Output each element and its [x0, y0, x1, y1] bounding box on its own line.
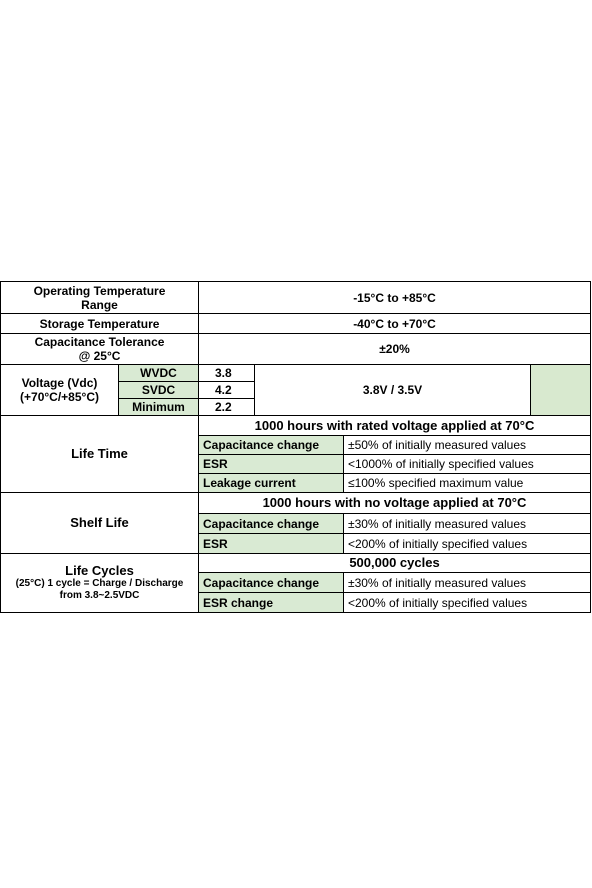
voltage-label [1, 365, 119, 416]
shelf-life-cap-value: ±30% of initially measured values [344, 514, 591, 534]
voltage-label-line2: (+70°C/+85°C) [20, 390, 99, 404]
life-time-label [1, 416, 199, 493]
operating-temperature-value: -15°C to +85°C [199, 282, 591, 314]
row-operating-temperature [1, 282, 591, 314]
voltage-combined-value: 3.8V / 3.5V [255, 365, 531, 416]
shelf-life-label-text: Shelf Life [70, 515, 129, 530]
life-time-cap-name: Capacitance change [199, 436, 344, 455]
capacitance-tolerance-label-line1: Capacitance Tolerance [34, 335, 165, 349]
operating-temperature-label-line2: Range [81, 297, 118, 312]
voltage-minimum-value: 2.2 [199, 399, 255, 416]
capacitance-tolerance-value: ±20% [199, 334, 591, 365]
shelf-life-cap-name: Capacitance change [199, 514, 344, 534]
voltage-green-cell [531, 365, 591, 416]
life-time-header: 1000 hours with rated voltage applied at 70°C [199, 416, 591, 436]
life-cycles-sub-line1: (25°C) 1 cycle = Charge / Discharge [15, 578, 184, 589]
row-life-cycles-header [1, 554, 591, 573]
storage-temperature-label: Storage Temperature [1, 314, 199, 334]
row-shelf-life-header [1, 493, 591, 514]
life-time-leakage-name: Leakage current [199, 474, 344, 493]
life-cycles-sub-line2: from 3.8~2.5VDC [59, 590, 140, 601]
spec-table [0, 281, 591, 613]
row-capacitance-tolerance [1, 334, 591, 365]
capacitance-tolerance-label-line2: @ 25°C [78, 349, 121, 363]
voltage-wvdc-name: WVDC [119, 365, 199, 382]
voltage-wvdc-value: 3.8 [199, 365, 255, 382]
shelf-life-label [1, 493, 199, 554]
life-time-label-text: Life Time [71, 446, 128, 461]
row-life-time-header [1, 416, 591, 436]
shelf-life-esr-value: <200% of initially specified values [344, 534, 591, 554]
life-cycles-header: 500,000 cycles [199, 554, 591, 573]
life-cycles-label-text: Life Cycles [65, 563, 134, 578]
voltage-minimum-name: Minimum [119, 399, 199, 416]
storage-temperature-value: -40°C to +70°C [199, 314, 591, 334]
voltage-label-line1: Voltage (Vdc) [21, 376, 98, 390]
operating-temperature-label-line1: Operating Temperature [33, 283, 166, 298]
voltage-svdc-value: 4.2 [199, 382, 255, 399]
capacitance-tolerance-label [1, 334, 199, 365]
row-storage-temperature [1, 314, 591, 334]
operating-temperature-label [1, 282, 199, 314]
life-time-leakage-value: ≤100% specified maximum value [344, 474, 591, 493]
life-time-cap-value: ±50% of initially measured values [344, 436, 591, 455]
life-cycles-esr-value: <200% of initially specified values [344, 593, 591, 613]
life-time-esr-name: ESR [199, 455, 344, 474]
life-cycles-cap-name: Capacitance change [199, 573, 344, 593]
life-cycles-label [1, 554, 199, 613]
life-cycles-cap-value: ±30% of initially measured values [344, 573, 591, 593]
shelf-life-header: 1000 hours with no voltage applied at 70°C [199, 493, 591, 514]
row-voltage-wvdc [1, 365, 591, 382]
life-cycles-esr-name: ESR change [199, 593, 344, 613]
life-time-esr-value: <1000% of initially specified values [344, 455, 591, 474]
shelf-life-esr-name: ESR [199, 534, 344, 554]
voltage-svdc-name: SVDC [119, 382, 199, 399]
